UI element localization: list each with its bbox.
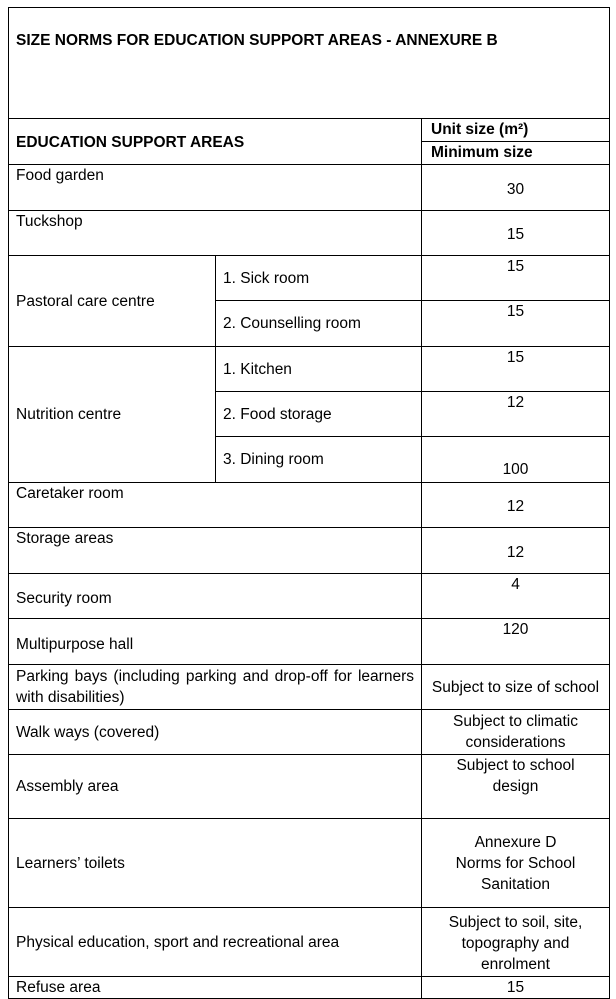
- table-row: [9, 211, 610, 256]
- row-value: 30: [422, 165, 610, 211]
- row-label: Multipurpose hall: [9, 619, 422, 665]
- row-value: 15: [422, 977, 610, 999]
- table-row: [9, 528, 610, 574]
- row-label: Walk ways (covered): [9, 710, 422, 755]
- row-label: Storage areas: [9, 528, 422, 574]
- sub-row-label: 2. Food storage: [216, 392, 422, 437]
- sub-row-label: 1. Kitchen: [216, 347, 422, 392]
- row-label: Physical education, sport and recreational area: [9, 908, 422, 977]
- table-row: [9, 755, 610, 819]
- header-education-support-areas: EDUCATION SUPPORT AREAS: [9, 119, 422, 165]
- table-row: [9, 619, 610, 665]
- row-value: 15: [422, 211, 610, 256]
- row-value: 4: [422, 574, 610, 619]
- row-value: 12: [422, 528, 610, 574]
- table-row: [9, 574, 610, 619]
- table-row: [9, 977, 610, 999]
- row-value: 12: [422, 392, 610, 437]
- table-row: [9, 819, 610, 908]
- row-value: 12: [422, 483, 610, 528]
- row-value: Subject to size of school: [422, 665, 610, 710]
- row-label: Security room: [9, 574, 422, 619]
- table-row: [9, 165, 610, 211]
- row-value: 15: [422, 347, 610, 392]
- sub-row-label: 3. Dining room: [216, 437, 422, 483]
- row-label: Learners’ toilets: [9, 819, 422, 908]
- row-value: 100: [422, 437, 610, 483]
- row-value: Subject to school design: [422, 755, 610, 819]
- row-value: Subject to soil, site, topography and enrolment: [422, 908, 610, 977]
- table-row: [9, 347, 610, 392]
- row-label: Parking bays (including parking and drop-off for learners with disabilities): [9, 665, 422, 710]
- annexure-table-page: [8, 7, 609, 999]
- row-label: Pastoral care centre: [9, 256, 216, 347]
- row-value: [422, 819, 610, 908]
- value-line: Sanitation: [481, 875, 550, 893]
- header-minimum-size: Minimum size: [422, 142, 610, 165]
- size-norms-table: [8, 7, 610, 999]
- row-label: Refuse area: [9, 977, 422, 999]
- table-row: [9, 483, 610, 528]
- header-row: [9, 119, 610, 142]
- value-line: Norms for School: [455, 854, 576, 872]
- row-label: Food garden: [9, 165, 422, 211]
- title-row: [9, 8, 610, 119]
- value-line: Annexure D: [474, 833, 557, 851]
- row-label: Caretaker room: [9, 483, 422, 528]
- table-row: [9, 710, 610, 755]
- table-title: SIZE NORMS FOR EDUCATION SUPPORT AREAS - ANNEXURE B: [9, 8, 610, 119]
- header-unit-size: Unit size (m²): [422, 119, 610, 142]
- row-label: Nutrition centre: [9, 347, 216, 483]
- row-value: 120: [422, 619, 610, 665]
- row-value: 15: [422, 301, 610, 347]
- row-value: Subject to climatic considerations: [422, 710, 610, 755]
- row-label: Tuckshop: [9, 211, 422, 256]
- table-row: [9, 256, 610, 301]
- sub-row-label: 1. Sick room: [216, 256, 422, 301]
- sub-row-label: 2. Counselling room: [216, 301, 422, 347]
- table-row: [9, 665, 610, 710]
- row-label: Assembly area: [9, 755, 422, 819]
- row-value: 15: [422, 256, 610, 301]
- table-row: [9, 908, 610, 977]
